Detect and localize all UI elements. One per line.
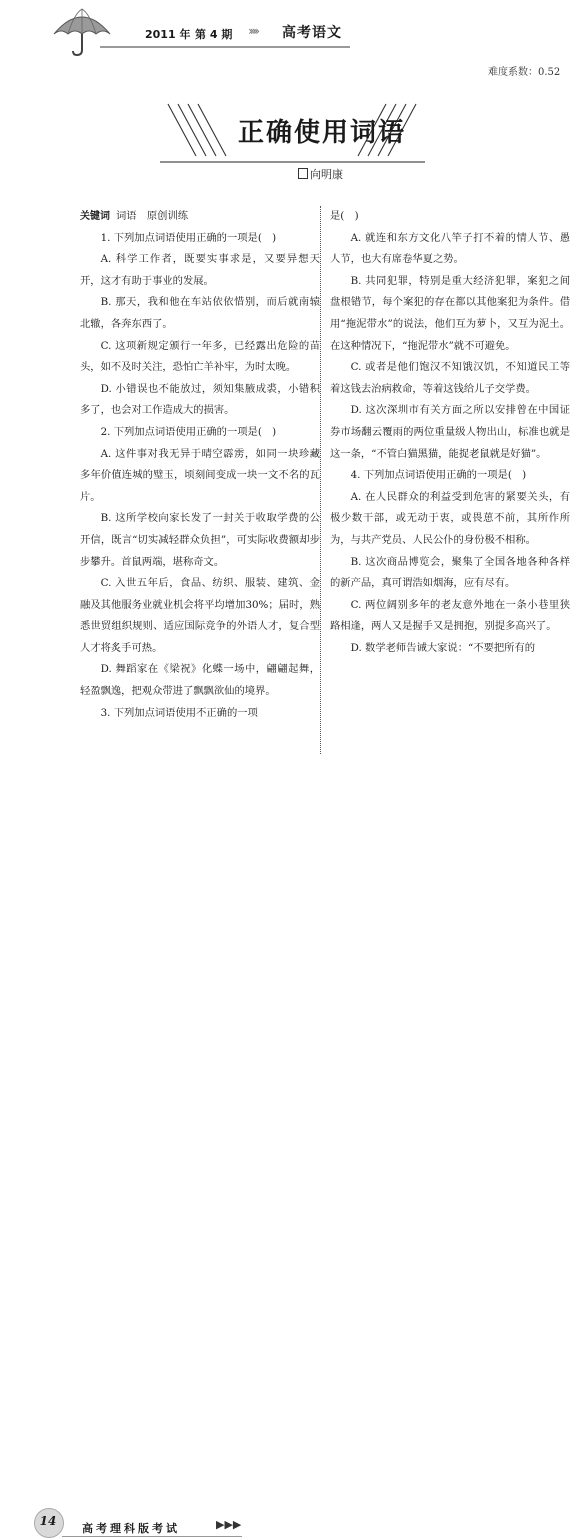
difficulty-rating: 难度系数：0.52 [488,67,561,78]
checkbox-glyph-icon [298,168,308,179]
right-column [330,206,570,659]
question-3-option-b: B. 共同犯罪，特别是重大经济犯罪，案犯之间盘根错节，每个案犯的存在都以其他案犯为条件。借用“拖泥带水”的说法，他们互为萝卜，又互为泥土。在这种情况下，“拖泥带水”就不可避免。 [330,274,570,352]
question-3-option-a: A. 就连和东方文化八竿子打不着的情人节、愚人节，也大有席卷华夏之势。 [330,231,570,266]
question-4-stem: 4. 下列加点词语使用正确的一项是( ) [350,469,527,482]
question-4-option-a: A. 在人民群众的利益受到危害的紧要关头，有极少数干部，或无动于衷，或畏葸不前，其所作所为，与共产党员、人民公仆的身份极不相称。 [330,490,570,546]
issue-number: 第 4 期 [195,28,233,41]
author-name: 向明康 [310,168,343,181]
question-2-stem: 2. 下列加点词语使用正确的一项是( ) [100,425,277,438]
keywords-label: 关键词 [80,211,110,222]
chevron-right-icon: ››››› [248,24,257,38]
keywords-value: 词语 原创训练 [116,210,189,222]
question-2-option-c: C. 入世五年后，食品、纺织、服装、建筑、金融及其他服务业就业机会将平均增加30%；届时，熟悉世贸组织规则、适应国际竞争的外语人才，复合型人才将炙手可热。 [80,577,320,654]
question-3-option-d: D. 这次深圳市有关方面之所以安排曾在中国证券市场翻云覆雨的两位重量级人物出山，标准也就是这一条，“不管白猫黑猫，能捉老鼠就是好猫”。 [330,404,570,460]
question-3-stem: 3. 下列加点词语使用不正确的一项 [100,706,258,719]
page-number: 14 [39,1514,57,1528]
question-1-option-b: B. 那天，我和他在车站依依惜别，而后就南辕北辙，各奔东西了。 [80,296,320,330]
issue-year: 2011 年 [145,28,191,41]
question-4-option-c: C. 两位阔别多年的老友意外地在一条小巷里狭路相逢，两人又是握手又是拥抱，别提多高兴了。 [330,598,570,633]
left-column [80,206,320,724]
column-divider [320,206,321,754]
question-4-option-b: B. 这次商品博览会，聚集了全国各地各种各样的新产品，真可谓浩如烟海，应有尽有。 [330,555,570,590]
question-1-option-c: C. 这项新规定颁行一年多，已经露出危险的苗头，如不及时关注，恐怕亡羊补牢，为时太晚。 [80,339,320,374]
article-title: 正确使用词语 [238,118,407,148]
question-1-option-d: D. 小错误也不能放过，须知集腋成裘，小错积多了，也会对工作造成大的损害。 [80,382,320,417]
page-header [0,0,579,60]
keywords-line [80,206,320,228]
footer-rule [62,1536,242,1537]
question-3-option-c: C. 或者是他们饱汉不知饿汉饥，不知道民工等着这钱去治病救命，等着这钱给儿子交学费。 [330,361,570,395]
magazine-name: 高考语文 [282,25,342,41]
question-2-option-a: A. 这件事对我无异于晴空霹雳，如同一块珍藏多年价值连城的璧玉，顷刻间变成一块一文不名的瓦片。 [80,447,320,503]
question-4-option-d: D. 数学老师告诫大家说：“不要把所有的 [350,641,536,654]
footer-edition: 高考理科版考试 [82,1522,180,1535]
question-3-stem-end: 是( ) [330,210,359,222]
footer-arrows-icon: ▶▶▶ [216,1518,242,1531]
question-2-option-d: D. 舞蹈家在《梁祝》化蝶一场中，翩翩起舞，轻盈飘逸，把观众带进了飘飘欲仙的境界。 [80,663,320,698]
author-byline [298,166,343,182]
question-2-option-b: B. 这所学校向家长发了一封关于收取学费的公开信，既言“切实减轻群众负担”，可实际收费额却步步攀升。首鼠两端，堪称奇文。 [80,512,320,568]
question-1-option-a: A. 科学工作者，既要实事求是，又要异想天开，这才有助于事业的发展。 [80,253,320,287]
page-footer [0,750,579,1535]
question-1-stem: 1. 下列加点词语使用正确的一项是( ) [100,231,277,244]
